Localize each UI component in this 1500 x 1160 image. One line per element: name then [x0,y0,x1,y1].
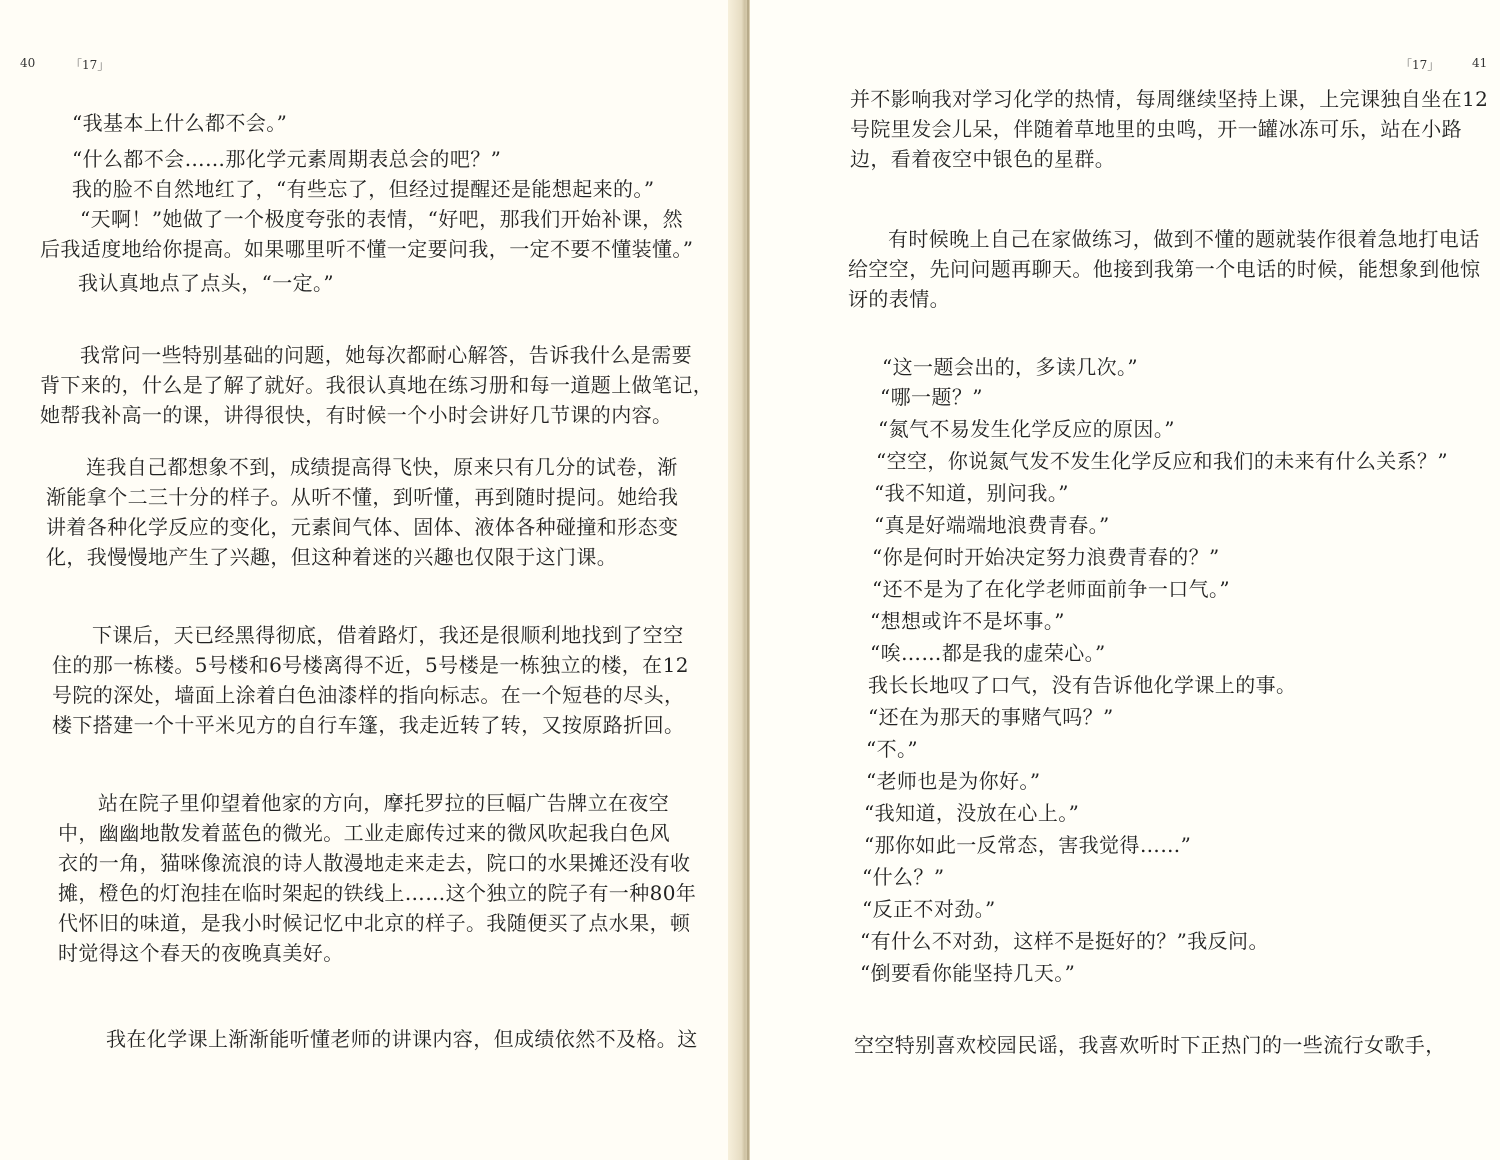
text-line: “这一题会出的，多读几次。” [882,355,1139,379]
paragraph [882,352,1138,382]
text-line: 化，我慢慢地产生了兴趣，但这种着迷的兴趣也仅限于这门课。 [46,545,618,569]
text-line: “空空，你说氮气发不发生化学反应和我们的未来有什么关系？” [876,449,1449,473]
text-line: 衣的一角，猫咪像流浪的诗人散漫地走来走去，院口的水果摊还没有收 [58,851,691,875]
paragraph [880,382,983,412]
text-line: “反正不对劲。” [862,897,996,921]
paragraph [72,174,654,204]
paragraph [46,452,678,572]
text-line: 中，幽幽地散发着蓝色的微光。工业走廊传过来的微风吹起我白色风 [58,821,670,845]
chapter-mark: 「17」 [1400,58,1440,72]
text-line: 我长长地叹了口气，没有告诉他化学课上的事。 [868,673,1297,697]
text-line: 代怀旧的味道，是我小时候记忆中北京的样子。我随便买了点水果，顿 [58,911,691,935]
text-line: “有什么不对劲，这样不是挺好的？”我反问。 [860,929,1269,953]
paragraph [72,108,287,138]
text-line: 连我自己都想象不到，成绩提高得飞快，原来只有几分的试卷，渐 [86,455,678,479]
text-line: 边，看着夜空中银色的星群。 [850,147,1116,171]
paragraph [874,478,1069,508]
text-line: 我的脸不自然地红了，“有些忘了，但经过提醒还是能想起来的。” [72,177,655,201]
text-line: “唉……都是我的虚荣心。” [870,641,1106,665]
paragraph [866,734,918,764]
text-line: “真是好端端地浪费青春。” [874,513,1110,537]
text-line: “不。” [866,737,919,761]
paragraph [872,542,1220,572]
text-line: “倒要看你能坚持几天。” [860,961,1076,985]
paragraph [864,830,1191,860]
paragraph [860,958,1075,988]
text-line: “我知道，没放在心上。” [864,801,1080,825]
text-line: 渐能拿个二三十分的样子。从听不懂，到听懂，再到随时提问。她给我 [46,485,679,509]
paragraph [78,268,334,298]
paragraph [66,1024,698,1054]
text-line: 给空空，先问问题再聊天。他接到我第一个电话的时候，能想象到他惊 [848,257,1481,281]
text-line: “老师也是为你好。” [866,769,1041,793]
text-line: 空空特别喜欢校园民谣，我喜欢听时下正热门的一些流行女歌手， [854,1033,1446,1057]
text-line: “哪一题？” [880,385,983,409]
paragraph [862,894,996,924]
text-line: 我常问一些特别基础的问题，她每次都耐心解答，告诉我什么是需要 [80,343,692,367]
text-line: 我在化学课上渐渐能听懂老师的讲课内容，但成绩依然不及格。这 [106,1027,698,1051]
text-line: 楼下搭建一个十平米见方的自行车篷，我走近转了转，又按原路折回。 [52,713,685,737]
right-page [750,0,1500,1160]
page-number: 41 [1472,56,1488,70]
paragraph [52,620,689,740]
paragraph [850,84,1488,174]
text-line: “那你如此一反常态，害我觉得……” [864,833,1192,857]
text-line: 号院的深处，墙面上涂着白色油漆样的指向标志。在一个短巷的尽头， [52,683,685,707]
paragraph [868,670,1296,700]
paragraph [860,926,1269,956]
text-line: “我不知道，别问我。” [874,481,1069,505]
page-fold-line [747,0,749,1160]
text-line: 她帮我补高一的课，讲得很快，有时候一个小时会讲好几节课的内容。 [40,403,673,427]
text-line: “天啊！”她做了一个极度夸张的表情，“好吧，那我们开始补课，然 [80,207,684,231]
text-line: “氮气不易发生化学反应的原因。” [878,417,1175,441]
text-line: 背下来的，什么是了解了就好。我很认真地在练习册和每一道题上做笔记， [40,373,714,397]
paragraph [864,798,1079,828]
text-line: 下课后，天已经黑得彻底，借着路灯，我还是很顺利地找到了空空 [92,623,684,647]
text-line: 站在院子里仰望着他家的方向，摩托罗拉的巨幅广告牌立在夜空 [98,791,670,815]
paragraph [868,702,1114,732]
text-line: “我基本上什么都不会。” [72,111,288,135]
paragraph [58,788,696,968]
text-line: 时觉得这个春天的夜晚真美好。 [58,941,344,965]
left-page [0,0,740,1160]
paragraph [876,446,1448,476]
text-line: 讶的表情。 [848,287,950,311]
text-line: “你是何时开始决定努力浪费青春的？” [872,545,1220,569]
paragraph [854,1030,1446,1060]
text-line: 号院里发会儿呆，伴随着草地里的虫鸣，开一罐冰冻可乐，站在小路 [850,117,1462,141]
text-line: “还在为那天的事赌气吗？” [868,705,1114,729]
chapter-mark: 「17」 [70,58,110,72]
text-line: 后我适度地给你提高。如果哪里听不懂一定要问我，一定不要不懂装懂。” [40,237,694,261]
paragraph [870,638,1106,668]
text-line: 有时候晚上自己在家做练习，做到不懂的题就装作很着急地打电话 [888,227,1480,251]
paragraph [872,574,1230,604]
paragraph [874,510,1110,540]
text-line: “什么？” [862,865,945,889]
text-line: “还不是为了在化学老师面前争一口气。” [872,577,1231,601]
paragraph [866,766,1040,796]
paragraph [848,224,1480,314]
paragraph [72,144,501,174]
paragraph [862,862,944,892]
text-line: 摊，橙色的灯泡挂在临时架起的铁线上……这个独立的院子有一种80年 [58,881,697,905]
text-line: 我认真地点了点头，“一定。” [78,271,335,295]
paragraph [878,414,1175,444]
page-number: 40 [20,56,36,70]
text-line: “什么都不会……那化学元素周期表总会的吧？” [72,147,502,171]
text-line: 并不影响我对学习化学的热情，每周继续坚持上课，上完课独自坐在12 [850,87,1489,111]
text-line: “想想或许不是坏事。” [870,609,1065,633]
text-line: 讲着各种化学反应的变化，元素间气体、固体、液体各种碰撞和形态变 [46,515,679,539]
paragraph [870,606,1065,636]
text-line: 住的那一栋楼。5号楼和6号楼离得不近，5号楼是一栋独立的楼，在12 [52,653,689,677]
paragraph [40,340,713,430]
paragraph [40,204,693,264]
